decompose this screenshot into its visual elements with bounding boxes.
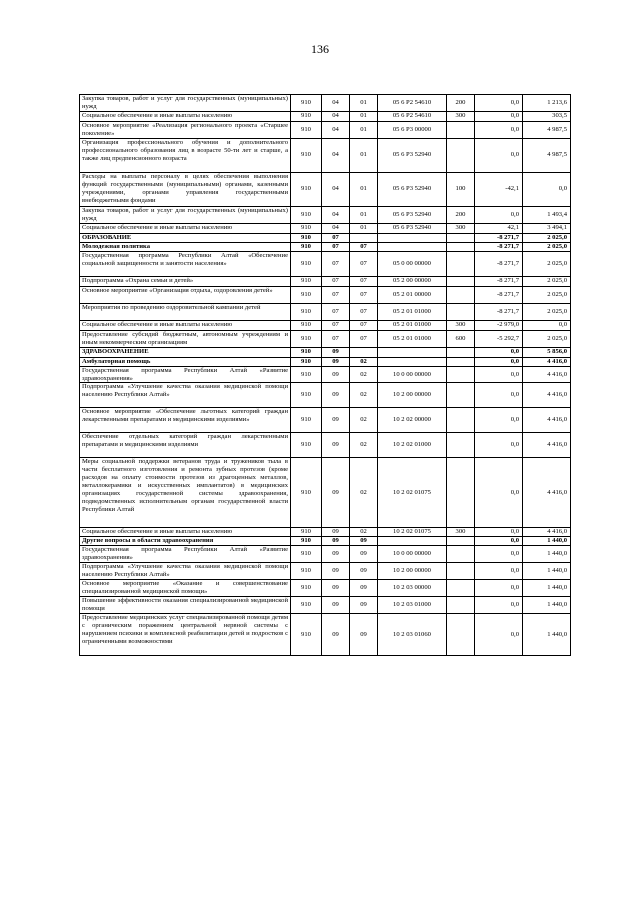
row-section-code: 04 bbox=[322, 111, 350, 121]
row-subsection-code: 01 bbox=[350, 111, 378, 121]
table-row bbox=[80, 138, 571, 172]
row-ved-code: 910 bbox=[291, 614, 322, 656]
row-subsection-code: 07 bbox=[350, 303, 378, 320]
row-amount-change: 0,0 bbox=[475, 383, 523, 408]
row-name: Подпрограмма «Охрана семьи и детей» bbox=[80, 276, 291, 286]
row-expense-type bbox=[447, 233, 475, 242]
row-subsection-code: 01 bbox=[350, 138, 378, 172]
row-section-code: 09 bbox=[322, 537, 350, 546]
row-name: Повышение эффективности оказания специализированной медицинской помощи bbox=[80, 597, 291, 614]
table-row bbox=[80, 276, 571, 286]
table-row bbox=[80, 580, 571, 597]
row-target-code: 10 0 00 00000 bbox=[378, 546, 447, 563]
row-name: Организация профессионального обучения и дополнительного профессионального образования лиц в возрасте 50-ти лет и старше, а также лиц предпенсионного возраста bbox=[80, 138, 291, 172]
row-amount-change: 0,0 bbox=[475, 366, 523, 383]
row-name: Другие вопросы в области здравоохранения bbox=[80, 537, 291, 546]
row-amount-change: 0,0 bbox=[475, 580, 523, 597]
row-name: Расходы на выплаты персоналу в целях обеспечения выполнения функций государственными (муниципальными) органами, казенными учреждениями, органами управления государственными внебюджетными фондами bbox=[80, 172, 291, 206]
row-amount-change: 0,0 bbox=[475, 95, 523, 112]
table-row bbox=[80, 206, 571, 223]
row-ved-code: 910 bbox=[291, 95, 322, 112]
row-target-code: 10 2 00 00000 bbox=[378, 563, 447, 580]
row-name: Предоставление субсидий бюджетным, автономным учреждениям и иным некоммерческим организациям bbox=[80, 330, 291, 347]
row-ved-code: 910 bbox=[291, 242, 322, 251]
row-subsection-code bbox=[350, 347, 378, 357]
row-target-code: 05 6 P3 52940 bbox=[378, 206, 447, 223]
row-amount-change: 42,1 bbox=[475, 223, 523, 233]
row-section-code: 09 bbox=[322, 458, 350, 528]
row-ved-code: 910 bbox=[291, 433, 322, 458]
table-row bbox=[80, 383, 571, 408]
row-amount-total: 4 416,0 bbox=[523, 383, 571, 408]
row-subsection-code: 01 bbox=[350, 206, 378, 223]
row-ved-code: 910 bbox=[291, 233, 322, 242]
row-target-code: 05 0 00 00000 bbox=[378, 251, 447, 276]
row-name: Государственная программа Республики Алтай «Развитие здравоохранения» bbox=[80, 366, 291, 383]
row-subsection-code: 09 bbox=[350, 546, 378, 563]
row-target-code bbox=[378, 242, 447, 251]
row-name: Меры социальной поддержки ветеранов труда и тружеников тыла в части бесплатного изготовления и ремонта зубных протезов (кроме расходов на оплату стоимости протезов из драгоценных металлов, металлокерамики и искусственных имплантатов) в медицинских организациях государственной системы здравоохранения, подведомственных исполнительным органам государственной власти Республики Алтай bbox=[80, 458, 291, 528]
row-amount-change: 0,0 bbox=[475, 408, 523, 433]
table-row bbox=[80, 614, 571, 656]
row-expense-type: 300 bbox=[447, 528, 475, 537]
table-row bbox=[80, 286, 571, 303]
row-subsection-code bbox=[350, 233, 378, 242]
row-subsection-code: 07 bbox=[350, 320, 378, 330]
table-row bbox=[80, 347, 571, 357]
row-amount-total: 2 025,0 bbox=[523, 276, 571, 286]
row-amount-total: 1 440,0 bbox=[523, 580, 571, 597]
row-section-code: 09 bbox=[322, 580, 350, 597]
row-subsection-code: 02 bbox=[350, 528, 378, 537]
row-ved-code: 910 bbox=[291, 537, 322, 546]
row-name: Социальное обеспечение и иные выплаты населению bbox=[80, 223, 291, 233]
row-ved-code: 910 bbox=[291, 303, 322, 320]
row-amount-total: 4 416,0 bbox=[523, 357, 571, 366]
row-amount-total: 2 025,0 bbox=[523, 251, 571, 276]
row-target-code: 10 2 02 00000 bbox=[378, 408, 447, 433]
row-name: Закупка товаров, работ и услуг для государственных (муниципальных) нужд bbox=[80, 95, 291, 112]
row-target-code: 05 6 P3 00000 bbox=[378, 121, 447, 138]
table-row bbox=[80, 223, 571, 233]
row-subsection-code: 01 bbox=[350, 121, 378, 138]
row-section-code: 07 bbox=[322, 286, 350, 303]
row-amount-change: 0,0 bbox=[475, 357, 523, 366]
row-amount-change: -5 292,7 bbox=[475, 330, 523, 347]
row-amount-total: 3 494,1 bbox=[523, 223, 571, 233]
row-expense-type bbox=[447, 242, 475, 251]
row-expense-type: 300 bbox=[447, 223, 475, 233]
row-name: Основное мероприятие «Оказание и совершенствование специализированной медицинской помощи» bbox=[80, 580, 291, 597]
row-amount-change: 0,0 bbox=[475, 537, 523, 546]
row-expense-type bbox=[447, 580, 475, 597]
row-amount-change: 0,0 bbox=[475, 528, 523, 537]
row-expense-type bbox=[447, 458, 475, 528]
row-expense-type: 300 bbox=[447, 111, 475, 121]
row-ved-code: 910 bbox=[291, 121, 322, 138]
row-section-code: 04 bbox=[322, 172, 350, 206]
row-name: Основное мероприятие «Организация отдыха, оздоровления детей» bbox=[80, 286, 291, 303]
row-expense-type bbox=[447, 408, 475, 433]
row-subsection-code: 01 bbox=[350, 172, 378, 206]
row-name: Закупка товаров, работ и услуг для государственных (муниципальных) нужд bbox=[80, 206, 291, 223]
row-section-code: 04 bbox=[322, 121, 350, 138]
row-amount-total: 303,5 bbox=[523, 111, 571, 121]
row-subsection-code: 07 bbox=[350, 286, 378, 303]
row-target-code: 10 0 00 00000 bbox=[378, 366, 447, 383]
row-target-code: 05 6 P3 52940 bbox=[378, 172, 447, 206]
row-amount-change: -8 271,7 bbox=[475, 242, 523, 251]
row-section-code: 04 bbox=[322, 95, 350, 112]
row-ved-code: 910 bbox=[291, 563, 322, 580]
table-row bbox=[80, 546, 571, 563]
row-target-code bbox=[378, 347, 447, 357]
row-section-code: 09 bbox=[322, 433, 350, 458]
row-amount-total: 2 025,0 bbox=[523, 303, 571, 320]
row-name: Социальное обеспечение и иные выплаты населению bbox=[80, 528, 291, 537]
row-amount-change: 0,0 bbox=[475, 458, 523, 528]
table-row bbox=[80, 357, 571, 366]
row-amount-change: 0,0 bbox=[475, 433, 523, 458]
row-expense-type: 200 bbox=[447, 206, 475, 223]
row-amount-total: 4 987,5 bbox=[523, 121, 571, 138]
row-ved-code: 910 bbox=[291, 357, 322, 366]
row-ved-code: 910 bbox=[291, 580, 322, 597]
row-amount-change: 0,0 bbox=[475, 347, 523, 357]
row-name: Молодежная политика bbox=[80, 242, 291, 251]
page-number: 136 bbox=[311, 42, 329, 56]
row-target-code bbox=[378, 537, 447, 546]
row-subsection-code: 09 bbox=[350, 563, 378, 580]
row-amount-total: 1 440,0 bbox=[523, 537, 571, 546]
row-amount-change: -8 271,7 bbox=[475, 233, 523, 242]
row-amount-total: 2 025,0 bbox=[523, 242, 571, 251]
row-amount-change: 0,0 bbox=[475, 206, 523, 223]
row-section-code: 09 bbox=[322, 366, 350, 383]
table-row bbox=[80, 172, 571, 206]
row-section-code: 09 bbox=[322, 347, 350, 357]
row-section-code: 09 bbox=[322, 528, 350, 537]
row-section-code: 07 bbox=[322, 242, 350, 251]
row-amount-total: 4 416,0 bbox=[523, 528, 571, 537]
row-name: Мероприятия по проведению оздоровительной кампании детей bbox=[80, 303, 291, 320]
row-amount-change: 0,0 bbox=[475, 546, 523, 563]
row-subsection-code: 07 bbox=[350, 242, 378, 251]
row-amount-total: 5 856,0 bbox=[523, 347, 571, 357]
row-ved-code: 910 bbox=[291, 366, 322, 383]
row-subsection-code: 09 bbox=[350, 597, 378, 614]
row-section-code: 09 bbox=[322, 546, 350, 563]
table-row bbox=[80, 458, 571, 528]
row-section-code: 09 bbox=[322, 383, 350, 408]
row-expense-type bbox=[447, 546, 475, 563]
row-subsection-code: 07 bbox=[350, 276, 378, 286]
table-row bbox=[80, 366, 571, 383]
row-amount-total: 4 416,0 bbox=[523, 408, 571, 433]
row-ved-code: 910 bbox=[291, 138, 322, 172]
row-amount-total: 1 493,4 bbox=[523, 206, 571, 223]
row-amount-total: 4 987,5 bbox=[523, 138, 571, 172]
row-target-code: 05 2 01 00000 bbox=[378, 286, 447, 303]
row-name: Государственная программа Республики Алтай «Обеспечение социальной защищенности и занятости населения» bbox=[80, 251, 291, 276]
row-ved-code: 910 bbox=[291, 458, 322, 528]
row-name: Социальное обеспечение и иные выплаты населению bbox=[80, 320, 291, 330]
row-ved-code: 910 bbox=[291, 276, 322, 286]
row-ved-code: 910 bbox=[291, 251, 322, 276]
row-amount-change: -42,1 bbox=[475, 172, 523, 206]
row-amount-change: -8 271,7 bbox=[475, 286, 523, 303]
row-amount-change: -8 271,7 bbox=[475, 251, 523, 276]
row-ved-code: 910 bbox=[291, 347, 322, 357]
row-expense-type bbox=[447, 286, 475, 303]
row-name: Подпрограмма «Улучшение качества оказания медицинской помощи населению Республики Алтай» bbox=[80, 563, 291, 580]
row-subsection-code: 09 bbox=[350, 537, 378, 546]
row-expense-type bbox=[447, 347, 475, 357]
row-ved-code: 910 bbox=[291, 383, 322, 408]
row-amount-total: 1 440,0 bbox=[523, 614, 571, 656]
row-section-code: 04 bbox=[322, 206, 350, 223]
row-section-code: 04 bbox=[322, 223, 350, 233]
row-ved-code: 910 bbox=[291, 320, 322, 330]
row-target-code: 05 2 01 01000 bbox=[378, 320, 447, 330]
row-amount-total: 4 416,0 bbox=[523, 433, 571, 458]
row-ved-code: 910 bbox=[291, 286, 322, 303]
row-ved-code: 910 bbox=[291, 223, 322, 233]
row-subsection-code: 02 bbox=[350, 366, 378, 383]
row-expense-type bbox=[447, 138, 475, 172]
table-row bbox=[80, 251, 571, 276]
row-name: Основное мероприятие «Обеспечение льготных категорий граждан лекарственными препаратами и медицинскими изделиями» bbox=[80, 408, 291, 433]
row-name: Основное мероприятие «Реализация регионального проекта «Старшее поколение» bbox=[80, 121, 291, 138]
row-subsection-code: 01 bbox=[350, 95, 378, 112]
table-row bbox=[80, 303, 571, 320]
row-target-code: 10 2 02 01075 bbox=[378, 528, 447, 537]
row-target-code: 10 2 02 01000 bbox=[378, 433, 447, 458]
row-expense-type: 300 bbox=[447, 320, 475, 330]
row-expense-type bbox=[447, 614, 475, 656]
row-expense-type bbox=[447, 366, 475, 383]
row-section-code: 09 bbox=[322, 563, 350, 580]
row-expense-type bbox=[447, 537, 475, 546]
table-row bbox=[80, 563, 571, 580]
budget-table bbox=[79, 94, 571, 656]
row-ved-code: 910 bbox=[291, 408, 322, 433]
row-amount-total: 1 440,0 bbox=[523, 597, 571, 614]
row-subsection-code: 02 bbox=[350, 433, 378, 458]
row-name: ЗДРАВООХРАНЕНИЕ bbox=[80, 347, 291, 357]
row-expense-type bbox=[447, 383, 475, 408]
row-amount-change: 0,0 bbox=[475, 138, 523, 172]
row-expense-type bbox=[447, 357, 475, 366]
row-target-code bbox=[378, 357, 447, 366]
row-subsection-code: 02 bbox=[350, 383, 378, 408]
row-name: Обеспечение отдельных категорий граждан лекарственными препаратами и медицинскими изделиями bbox=[80, 433, 291, 458]
table-row bbox=[80, 330, 571, 347]
row-target-code: 05 2 00 00000 bbox=[378, 276, 447, 286]
row-amount-total: 4 416,0 bbox=[523, 458, 571, 528]
row-amount-change: -2 979,0 bbox=[475, 320, 523, 330]
row-expense-type bbox=[447, 276, 475, 286]
row-subsection-code: 01 bbox=[350, 223, 378, 233]
row-amount-change: -8 271,7 bbox=[475, 303, 523, 320]
row-name: Подпрограмма «Улучшение качества оказания медицинской помощи населению Республики Алтай» bbox=[80, 383, 291, 408]
row-name: Предоставление медицинских услуг специализированной помощи детям с органическим поражением центральной нервной системы с нарушением психики и комплексной реабилитации детей и подростков с ограниченными возможностями bbox=[80, 614, 291, 656]
row-subsection-code: 07 bbox=[350, 251, 378, 276]
row-amount-total: 2 025,0 bbox=[523, 330, 571, 347]
row-target-code: 10 2 03 00000 bbox=[378, 580, 447, 597]
table-row bbox=[80, 242, 571, 251]
row-expense-type bbox=[447, 563, 475, 580]
row-section-code: 07 bbox=[322, 251, 350, 276]
row-name: Амбулаторная помощь bbox=[80, 357, 291, 366]
row-ved-code: 910 bbox=[291, 546, 322, 563]
row-subsection-code: 09 bbox=[350, 614, 378, 656]
row-expense-type bbox=[447, 251, 475, 276]
table-row bbox=[80, 597, 571, 614]
row-section-code: 07 bbox=[322, 303, 350, 320]
row-target-code: 05 6 P3 52940 bbox=[378, 223, 447, 233]
row-amount-total: 2 025,0 bbox=[523, 233, 571, 242]
row-amount-total: 1 213,6 bbox=[523, 95, 571, 112]
row-section-code: 07 bbox=[322, 330, 350, 347]
row-section-code: 07 bbox=[322, 276, 350, 286]
table-row bbox=[80, 111, 571, 121]
row-ved-code: 910 bbox=[291, 172, 322, 206]
row-ved-code: 910 bbox=[291, 206, 322, 223]
row-target-code: 10 2 02 01075 bbox=[378, 458, 447, 528]
row-target-code: 05 2 01 01000 bbox=[378, 330, 447, 347]
row-amount-change: 0,0 bbox=[475, 111, 523, 121]
table-row bbox=[80, 528, 571, 537]
row-amount-total: 2 025,0 bbox=[523, 286, 571, 303]
table-row bbox=[80, 537, 571, 546]
row-expense-type bbox=[447, 597, 475, 614]
row-target-code: 05 6 P2 54610 bbox=[378, 111, 447, 121]
row-section-code: 09 bbox=[322, 597, 350, 614]
row-subsection-code: 02 bbox=[350, 408, 378, 433]
row-subsection-code: 07 bbox=[350, 330, 378, 347]
row-amount-total: 1 440,0 bbox=[523, 563, 571, 580]
row-section-code: 07 bbox=[322, 233, 350, 242]
row-amount-change: 0,0 bbox=[475, 121, 523, 138]
row-ved-code: 910 bbox=[291, 111, 322, 121]
row-section-code: 09 bbox=[322, 408, 350, 433]
table-row bbox=[80, 95, 571, 112]
row-target-code: 05 6 P3 52940 bbox=[378, 138, 447, 172]
row-amount-total: 1 440,0 bbox=[523, 546, 571, 563]
row-ved-code: 910 bbox=[291, 330, 322, 347]
row-section-code: 09 bbox=[322, 614, 350, 656]
row-ved-code: 910 bbox=[291, 597, 322, 614]
row-subsection-code: 02 bbox=[350, 357, 378, 366]
table-row bbox=[80, 433, 571, 458]
table-row bbox=[80, 320, 571, 330]
row-target-code: 10 2 03 01060 bbox=[378, 614, 447, 656]
row-amount-total: 4 416,0 bbox=[523, 366, 571, 383]
row-subsection-code: 09 bbox=[350, 580, 378, 597]
row-name: Государственная программа Республики Алтай «Развитие здравоохранения» bbox=[80, 546, 291, 563]
row-section-code: 07 bbox=[322, 320, 350, 330]
row-amount-change: -8 271,7 bbox=[475, 276, 523, 286]
row-section-code: 04 bbox=[322, 138, 350, 172]
row-subsection-code: 02 bbox=[350, 458, 378, 528]
row-expense-type: 100 bbox=[447, 172, 475, 206]
row-amount-change: 0,0 bbox=[475, 597, 523, 614]
row-amount-total: 0,0 bbox=[523, 172, 571, 206]
row-amount-total: 0,0 bbox=[523, 320, 571, 330]
row-expense-type bbox=[447, 303, 475, 320]
row-target-code: 05 6 P2 54610 bbox=[378, 95, 447, 112]
row-name: ОБРАЗОВАНИЕ bbox=[80, 233, 291, 242]
table-row bbox=[80, 233, 571, 242]
row-expense-type bbox=[447, 433, 475, 458]
row-name: Социальное обеспечение и иные выплаты населению bbox=[80, 111, 291, 121]
row-amount-change: 0,0 bbox=[475, 614, 523, 656]
row-target-code: 10 2 03 01000 bbox=[378, 597, 447, 614]
row-target-code: 05 2 01 01000 bbox=[378, 303, 447, 320]
table-row bbox=[80, 408, 571, 433]
table-row bbox=[80, 121, 571, 138]
row-amount-change: 0,0 bbox=[475, 563, 523, 580]
row-expense-type: 200 bbox=[447, 95, 475, 112]
row-ved-code: 910 bbox=[291, 528, 322, 537]
row-target-code: 10 2 00 00000 bbox=[378, 383, 447, 408]
row-expense-type: 600 bbox=[447, 330, 475, 347]
row-section-code: 09 bbox=[322, 357, 350, 366]
row-target-code bbox=[378, 233, 447, 242]
row-expense-type bbox=[447, 121, 475, 138]
